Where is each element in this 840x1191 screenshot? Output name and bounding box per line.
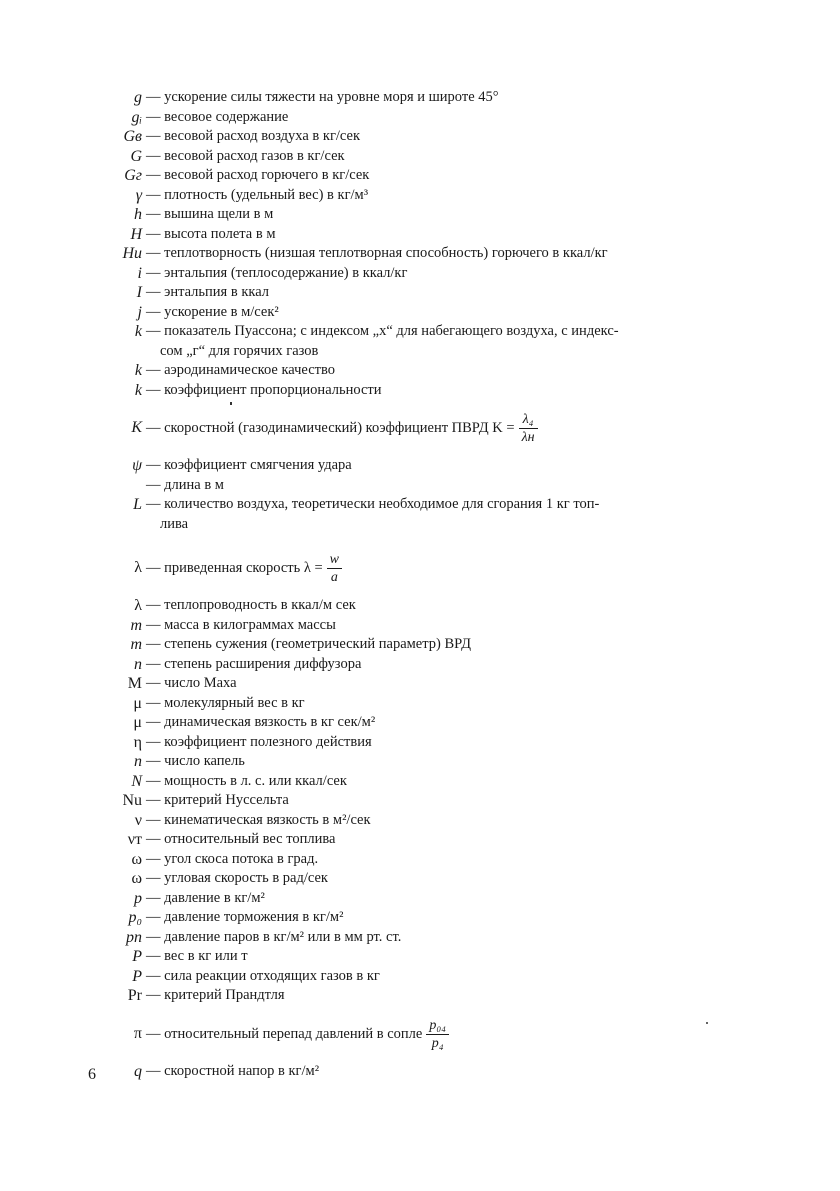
symbol: Gг [124,167,142,184]
list-item [90,205,730,225]
symbol: μ [133,714,142,731]
symbol: ψ [132,457,142,474]
definition: — критерий Прандтля [146,987,285,1003]
list-item [90,869,730,889]
symbol: η [133,733,142,751]
list-item [90,495,730,515]
definition: — коэффициент смягчения удара [146,457,352,473]
list-item [90,889,730,909]
definition: — весовой расход горючего в кг/сек [146,167,370,183]
definition: — динамическая вязкость в кг сек/м² [146,714,376,730]
symbol: ω [131,870,142,887]
list-item [90,928,730,948]
symbol: g [134,89,142,106]
list-item [90,733,730,753]
definition: — сила реакции отходящих газов в кг [146,967,380,984]
symbol: ω [131,850,142,868]
definition: — показатель Пуассона; с индексом „х“ для набегающего воздуха, с индекс- [146,323,619,339]
definition [146,408,538,448]
definition: — ускорение в м/сек² [146,303,279,320]
list-item [90,986,730,1006]
list-item [90,322,730,342]
list-item [90,635,730,655]
list-item [90,88,730,108]
list-item [90,616,730,636]
list-item-continuation [90,342,730,362]
print-dot [706,1022,708,1024]
definition: — вышина щели в м [146,206,274,222]
symbol: h [134,206,142,223]
symbol: n [134,655,142,673]
list-item [90,752,730,772]
definition: — давление торможения в кг/м² [146,909,344,925]
symbol: λ [134,559,142,576]
definition: — энтальпия (теплосодержание) в ккал/кг [146,264,408,281]
definition: — теплотворность (низшая теплотворная способность) горючего в ккал/кг [146,245,608,261]
definition: — критерий Нуссельта [146,792,289,808]
definition [146,548,342,588]
list-item [90,694,730,714]
symbol: λ [134,597,142,614]
definition: — масса в килограммах массы [146,616,336,633]
symbol: k [134,362,142,379]
list-item [90,476,730,496]
definition: — коэффициент пропорциональности [146,381,382,398]
symbol: G [130,147,142,165]
list-item [90,381,730,401]
definition: — вес в кг или т [146,948,248,964]
definition: — теплопроводность в ккал/м сек [146,597,356,613]
list-item [90,361,730,381]
symbol: gᵢ [131,108,142,126]
symbol: P [132,948,142,965]
definition: — весовое содержание [146,108,289,125]
symbol: P [132,967,142,985]
symbol: pп [126,928,142,946]
symbol: K [131,419,142,436]
symbol: ν [134,811,142,829]
symbol: m [130,636,142,653]
definition: — количество воздуха, теоретически необходимое для сгорания 1 кг топ- [146,496,600,512]
definition: — число капель [146,753,245,769]
symbol: j [137,303,142,321]
fraction-numerator: p₀₄ [426,1017,449,1035]
list-item [90,772,730,792]
notation-list [90,88,730,1081]
symbol: H [130,225,142,243]
definition: — давление паров в кг/м² или в мм рт. ст. [146,928,402,945]
symbol: Hu [122,245,142,262]
symbol: k [134,381,142,399]
definition: — весовой расход газов в кг/сек [146,147,345,164]
definition: — аэродинамическое качество [146,362,335,378]
definition: — мощность в л. с. или ккал/сек [146,772,347,789]
symbol: M [127,675,142,692]
symbol: n [134,753,142,770]
symbol: N [131,772,142,790]
definition: — относительный вес топлива [146,831,336,847]
symbol: i [137,264,142,282]
definition: — угол скоса потока в град. [146,850,319,867]
list-item [90,1014,730,1054]
list-item [90,791,730,811]
definition: — весовой расход воздуха в кг/сек [146,128,361,144]
list-item [90,303,730,323]
list-item [90,166,730,186]
list-item [90,456,730,476]
symbol: m [130,616,142,634]
list-item [90,596,730,616]
list-item [90,147,730,167]
symbol: π [133,1024,142,1042]
list-item [90,674,730,694]
symbol: q [134,1062,142,1080]
list-item [90,408,730,448]
symbol: νт [127,831,142,848]
list-item [90,967,730,987]
list-item [90,264,730,284]
definition: — высота полета в м [146,225,276,242]
definition-text: — скоростной (газодинамический) коэффициент ПВРД K = [146,420,515,436]
definition: — длина в м [146,476,224,493]
definition: — плотность (удельный вес) в кг/м³ [146,186,369,203]
definition [146,1014,449,1054]
list-item [90,127,730,147]
list-item [90,811,730,831]
list-item [90,947,730,967]
fraction-numerator: w [327,551,342,569]
definition-text: — относительный перепад давлений в сопле [146,1025,423,1042]
symbol: γ [135,186,142,204]
list-item [90,283,730,303]
definition: — степень расширения диффузора [146,655,362,672]
list-item [90,1062,730,1082]
symbol: Pr [127,987,142,1004]
definition-text: — приведенная скорость λ = [146,560,323,576]
definition: — кинематическая вязкость в м²/сек [146,811,371,828]
symbol: k [134,323,142,340]
list-item [90,225,730,245]
list-item [90,186,730,206]
definition: — скоростной напор в кг/м² [146,1062,320,1079]
symbol: I [136,284,142,301]
definition: — степень сужения (геометрический параметр) ВРД [146,636,471,652]
list-item [90,830,730,850]
list-item [90,108,730,128]
print-mark [230,402,232,405]
definition: — молекулярный вес в кг [146,694,305,711]
symbol: μ [133,694,142,712]
formula-fraction [426,1017,449,1052]
definition: — энтальпия в ккал [146,284,269,300]
symbol: L [133,496,142,513]
list-item [90,908,730,928]
formula-fraction [519,411,538,446]
definition: — ускорение силы тяжести на уровне моря и широте 45° [146,89,499,105]
list-item [90,850,730,870]
symbol: Gв [123,128,142,145]
symbol: Nu [122,792,142,809]
definition-continuation: сом „г“ для горячих газов [160,342,319,359]
page-number: 6 [88,1066,96,1083]
definition: — число Маха [146,675,237,691]
definition: — угловая скорость в рад/сек [146,870,328,886]
fraction-numerator: λ₄ [519,411,538,429]
definition: — давление в кг/м² [146,889,265,906]
list-item [90,548,730,588]
symbol: p [134,889,142,907]
list-item [90,655,730,675]
list-item [90,244,730,264]
fraction-denominator: λн [521,430,535,446]
list-item [90,713,730,733]
fraction-denominator: a [330,570,338,586]
definition-continuation: лива [160,515,189,532]
symbol: p₀ [128,909,142,926]
definition: — коэффициент полезного действия [146,733,372,750]
list-item-continuation [90,515,730,535]
formula-fraction [327,551,342,586]
fraction-denominator: p₄ [431,1035,444,1051]
